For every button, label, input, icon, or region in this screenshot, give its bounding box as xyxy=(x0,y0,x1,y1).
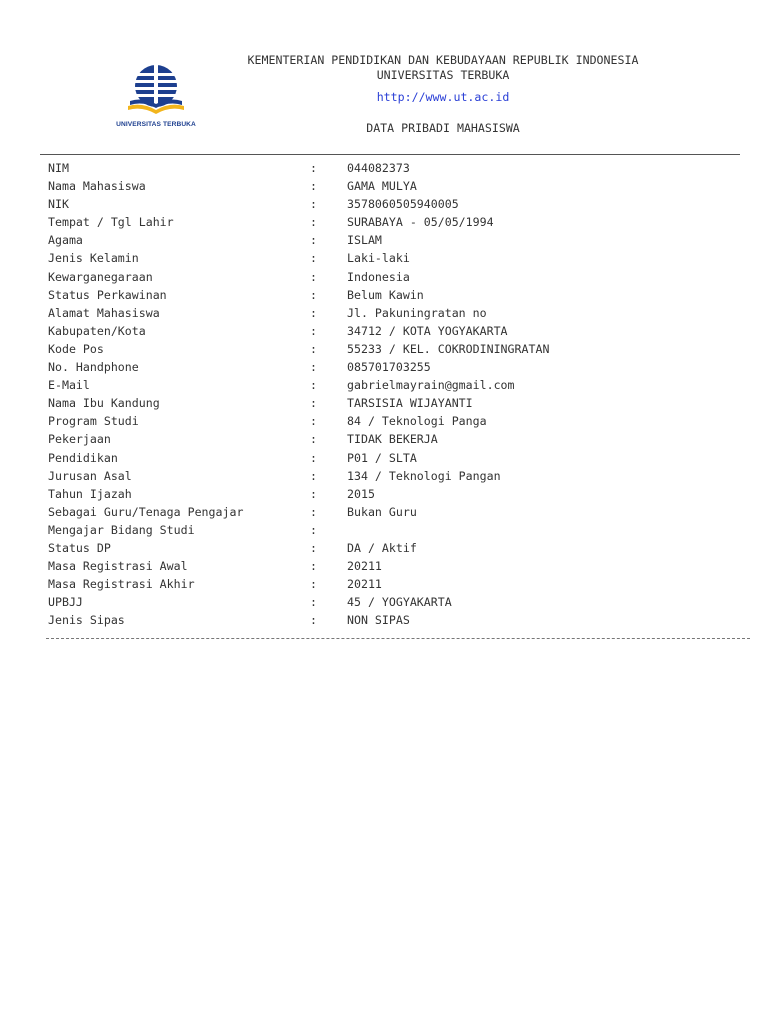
field-label: Tahun Ijazah xyxy=(48,486,132,501)
field-label: Nama Ibu Kandung xyxy=(48,396,160,411)
field-value: 134 / Teknologi Pangan xyxy=(347,468,501,483)
data-row xyxy=(48,503,748,521)
field-separator: : xyxy=(310,396,317,411)
field-separator: : xyxy=(310,233,317,248)
data-row xyxy=(48,249,748,267)
data-row xyxy=(48,394,748,412)
data-row xyxy=(48,412,748,430)
field-value: 2015 xyxy=(347,486,375,501)
data-row xyxy=(48,449,748,467)
field-separator: : xyxy=(310,613,317,628)
field-separator: : xyxy=(310,540,317,555)
field-label: UPBJJ xyxy=(48,595,83,610)
field-separator: : xyxy=(310,468,317,483)
top-divider xyxy=(40,154,740,155)
data-row xyxy=(48,286,748,304)
field-separator: : xyxy=(310,559,317,574)
field-label: Program Studi xyxy=(48,414,139,429)
data-row xyxy=(48,268,748,286)
field-value: GAMA MULYA xyxy=(347,179,417,194)
field-value: 3578060505940005 xyxy=(347,197,459,212)
field-separator: : xyxy=(310,378,317,393)
data-row xyxy=(48,430,748,448)
field-separator: : xyxy=(310,522,317,537)
field-label: NIM xyxy=(48,161,69,175)
field-value: TARSISIA WIJAYANTI xyxy=(347,396,473,411)
data-row xyxy=(48,322,748,340)
field-label: Masa Registrasi Awal xyxy=(48,559,188,574)
field-label: Pendidikan xyxy=(48,450,118,465)
field-value: gabrielmayrain@gmail.com xyxy=(347,378,515,393)
field-label: Kabupaten/Kota xyxy=(48,323,146,338)
field-label: Tempat / Tgl Lahir xyxy=(48,215,174,230)
field-label: E-Mail xyxy=(48,378,90,393)
field-label: Jenis Kelamin xyxy=(48,251,139,266)
field-separator: : xyxy=(310,269,317,284)
logo-caption: UNIVERSITAS TERBUKA xyxy=(116,121,196,128)
field-label: Pekerjaan xyxy=(48,432,111,447)
ministry-heading: KEMENTERIAN PENDIDIKAN DAN KEBUDAYAAN REPUBLIK INDONESIA xyxy=(247,53,639,67)
field-value: 085701703255 xyxy=(347,360,431,375)
data-row xyxy=(48,159,748,177)
field-separator: : xyxy=(310,595,317,610)
field-separator: : xyxy=(310,341,317,356)
field-value: 34712 / KOTA YOGYAKARTA xyxy=(347,323,508,338)
field-separator: : xyxy=(310,504,317,519)
data-row xyxy=(48,358,748,376)
bottom-divider xyxy=(46,638,750,639)
field-separator: : xyxy=(310,305,317,320)
field-separator: : xyxy=(310,161,317,175)
data-row xyxy=(48,213,748,231)
data-row xyxy=(48,340,748,358)
field-label: Kode Pos xyxy=(48,341,104,356)
field-label: Status DP xyxy=(48,540,111,555)
field-label: Mengajar Bidang Studi xyxy=(48,522,195,537)
field-value: ISLAM xyxy=(347,233,382,248)
data-row xyxy=(48,575,748,593)
university-heading: UNIVERSITAS TERBUKA xyxy=(376,68,510,82)
field-separator: : xyxy=(310,360,317,375)
data-row xyxy=(48,593,748,611)
field-value: Indonesia xyxy=(347,269,410,284)
field-value: 20211 xyxy=(347,577,382,592)
field-separator: : xyxy=(310,414,317,429)
data-row xyxy=(48,195,748,213)
data-row xyxy=(48,611,748,629)
field-label: Jenis Sipas xyxy=(48,613,125,628)
field-separator: : xyxy=(310,197,317,212)
field-label: Status Perkawinan xyxy=(48,287,167,302)
field-separator: : xyxy=(310,323,317,338)
field-separator: : xyxy=(310,450,317,465)
field-separator: : xyxy=(310,251,317,266)
data-row xyxy=(48,539,748,557)
field-value: 55233 / KEL. COKRODININGRATAN xyxy=(347,341,550,356)
data-row xyxy=(48,376,748,394)
field-separator: : xyxy=(310,432,317,447)
field-value: 84 / Teknologi Panga xyxy=(347,414,487,429)
field-label: Kewarganegaraan xyxy=(48,269,153,284)
data-row xyxy=(48,231,748,249)
field-value: P01 / SLTA xyxy=(347,450,417,465)
data-row xyxy=(48,557,748,575)
field-value: 044082373 xyxy=(347,161,410,175)
data-row xyxy=(48,304,748,322)
field-label: Agama xyxy=(48,233,83,248)
field-separator: : xyxy=(310,577,317,592)
field-value: 20211 xyxy=(347,559,382,574)
field-value: SURABAYA - 05/05/1994 xyxy=(347,215,494,230)
field-value: Jl. Pakuningratan no xyxy=(347,305,487,320)
field-separator: : xyxy=(310,486,317,501)
field-value: 45 / YOGYAKARTA xyxy=(347,595,452,610)
field-label: Sebagai Guru/Tenaga Pengajar xyxy=(48,504,244,519)
document-title: DATA PRIBADI MAHASISWA xyxy=(366,121,520,135)
field-label: Jurusan Asal xyxy=(48,468,132,483)
field-label: No. Handphone xyxy=(48,360,139,375)
field-label: Nama Mahasiswa xyxy=(48,179,146,194)
field-value: Belum Kawin xyxy=(347,287,424,302)
field-value: Bukan Guru xyxy=(347,504,417,519)
field-separator: : xyxy=(310,215,317,230)
data-row xyxy=(48,485,748,503)
field-value: Laki-laki xyxy=(347,251,410,266)
data-row xyxy=(48,177,748,195)
data-row xyxy=(48,467,748,485)
field-value: NON SIPAS xyxy=(347,613,410,628)
university-website-link[interactable]: http://www.ut.ac.id xyxy=(376,90,510,104)
field-value: DA / Aktif xyxy=(347,540,417,555)
field-label: Alamat Mahasiswa xyxy=(48,305,160,320)
field-separator: : xyxy=(310,287,317,302)
student-data-list xyxy=(48,159,748,629)
field-separator: : xyxy=(310,179,317,194)
field-label: Masa Registrasi Akhir xyxy=(48,577,195,592)
data-row xyxy=(48,521,748,539)
field-value: TIDAK BEKERJA xyxy=(347,432,438,447)
field-label: NIK xyxy=(48,197,69,212)
